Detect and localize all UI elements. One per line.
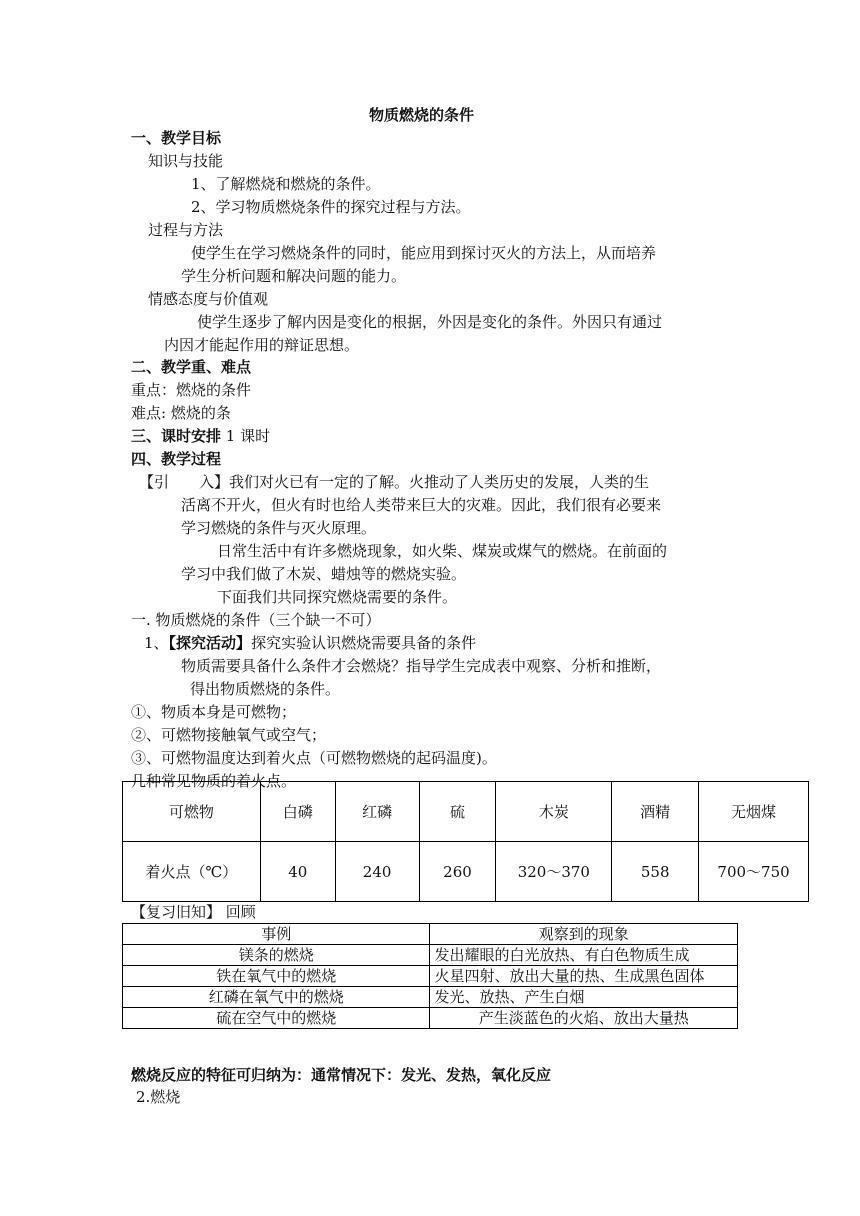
summary-line: 燃烧反应的特征可归纳为：通常情况下：发光、发热，氧化反应 bbox=[131, 1066, 552, 1084]
knowledge-item-1: 1、了解燃烧和燃烧的条件。 bbox=[191, 175, 381, 193]
table-cell: 红磷 bbox=[335, 782, 419, 842]
intro-line-3: 学习燃烧的条件与灭火原理。 bbox=[181, 519, 377, 537]
table-cell: 700～750 bbox=[699, 842, 809, 902]
table-cell: 白磷 bbox=[260, 782, 335, 842]
question-line-1: 物质需要具备什么条件才会燃烧？指导学生完成表中观察、分析和推断， bbox=[181, 657, 662, 675]
intro-line-1 bbox=[139, 472, 649, 492]
activity-number: 1、 bbox=[144, 634, 169, 652]
next-section: 2.燃烧 bbox=[136, 1088, 181, 1106]
table-row bbox=[123, 782, 809, 842]
table-row bbox=[123, 842, 809, 902]
review-line bbox=[131, 902, 256, 922]
table-cell: 木炭 bbox=[496, 782, 612, 842]
table-cell: 320～370 bbox=[496, 842, 612, 902]
section-2-heading: 二、教学重、难点 bbox=[131, 358, 252, 376]
section-1-heading: 一、教学目标 bbox=[131, 129, 222, 147]
review-tag: 【复习旧知】 bbox=[131, 903, 222, 921]
table-cell: 火星四射、放出大量的热、生成黑色固体 bbox=[430, 966, 738, 987]
condition-1: ①、物质本身是可燃物； bbox=[131, 703, 297, 721]
table-cell: 酒精 bbox=[612, 782, 699, 842]
table-cell: 558 bbox=[612, 842, 699, 902]
table-cell: 观察到的现象 bbox=[430, 924, 738, 945]
intro-line-2: 活离不开火，但火有时也给人类带来巨大的灾难。因此，我们很有必要来 bbox=[181, 496, 662, 514]
activity-line bbox=[144, 633, 476, 653]
ignition-point-table bbox=[122, 781, 809, 902]
emotion-heading: 情感态度与价值观 bbox=[148, 290, 269, 308]
table-row bbox=[123, 966, 738, 987]
question-line-2: 得出物质燃烧的条件。 bbox=[190, 680, 341, 698]
conditions-title: 一. 物质燃烧的条件（三个缺一不可） bbox=[131, 611, 381, 629]
intro-text-1: 我们对火已有一定的了解。火推动了人类历史的发展，人类的生 bbox=[229, 473, 650, 491]
difficult-point: 难点: 燃烧的条 bbox=[131, 404, 231, 422]
daily-line-2: 学习中我们做了木炭、蜡烛等的燃烧实验。 bbox=[181, 565, 467, 583]
section-3-heading: 三、课时安排 bbox=[131, 427, 222, 445]
next-line: 下面我们共同探究燃烧需要的条件。 bbox=[217, 588, 458, 606]
table-cell: 硫 bbox=[419, 782, 496, 842]
knowledge-item-2: 2、学习物质燃烧条件的探究过程与方法。 bbox=[191, 198, 471, 216]
process-heading: 过程与方法 bbox=[148, 221, 224, 239]
table-cell: 发光、放热、产生白烟 bbox=[430, 987, 738, 1008]
table-row bbox=[123, 1008, 738, 1029]
table-cell: 无烟煤 bbox=[699, 782, 809, 842]
condition-2: ②、可燃物接触氧气或空气； bbox=[131, 726, 327, 744]
section-4-heading: 四、教学过程 bbox=[131, 450, 222, 468]
table-cell: 铁在氧气中的燃烧 bbox=[123, 966, 430, 987]
table-cell: 可燃物 bbox=[123, 782, 261, 842]
page-title: 物质燃烧的条件 bbox=[369, 106, 475, 124]
table-cell: 260 bbox=[419, 842, 496, 902]
table-cell: 240 bbox=[335, 842, 419, 902]
table-row bbox=[123, 987, 738, 1008]
table-cell: 发出耀眼的白光放热、有白色物质生成 bbox=[430, 945, 738, 966]
table-cell: 事例 bbox=[123, 924, 430, 945]
table-cell: 40 bbox=[260, 842, 335, 902]
review-text: 回顾 bbox=[221, 903, 256, 921]
daily-line-1: 日常生活中有许多燃烧现象，如火柴、煤炭或煤气的燃烧。在前面的 bbox=[217, 542, 668, 560]
activity-text: 探究实验认识燃烧需要具备的条件 bbox=[251, 634, 477, 652]
process-line-1: 使学生在学习燃烧条件的同时，能应用到探讨灭火的方法上，从而培养 bbox=[191, 244, 657, 262]
section-3-value: 1 课时 bbox=[225, 427, 271, 445]
key-point: 重点：燃烧的条件 bbox=[131, 381, 252, 399]
table-cell: 硫在空气中的燃烧 bbox=[123, 1008, 430, 1029]
table-cell: 红磷在氧气中的燃烧 bbox=[123, 987, 430, 1008]
table-row bbox=[123, 924, 738, 945]
table-cell: 产生淡蓝色的火焰、放出大量热 bbox=[430, 1008, 738, 1029]
review-table bbox=[122, 923, 738, 1029]
activity-tag: 【探究活动】 bbox=[168, 634, 252, 652]
emotion-line-1: 使学生逐步了解内因是变化的根据，外因是变化的条件。外因只有通过 bbox=[197, 313, 663, 331]
ignition-caption: 几种常见物质的着火点。 bbox=[131, 772, 297, 790]
emotion-line-2: 内因才能起作用的辩证思想。 bbox=[164, 336, 360, 354]
condition-3: ③、可燃物温度达到着火点（可燃物燃烧的起码温度)。 bbox=[131, 749, 497, 767]
table-cell: 着火点（℃） bbox=[123, 842, 261, 902]
table-cell: 镁条的燃烧 bbox=[123, 945, 430, 966]
knowledge-heading: 知识与技能 bbox=[148, 152, 224, 170]
intro-tag: 【引 入】 bbox=[139, 473, 230, 491]
section-3-line bbox=[131, 426, 270, 446]
process-line-2: 学生分析问题和解决问题的能力。 bbox=[181, 267, 407, 285]
table-row bbox=[123, 945, 738, 966]
